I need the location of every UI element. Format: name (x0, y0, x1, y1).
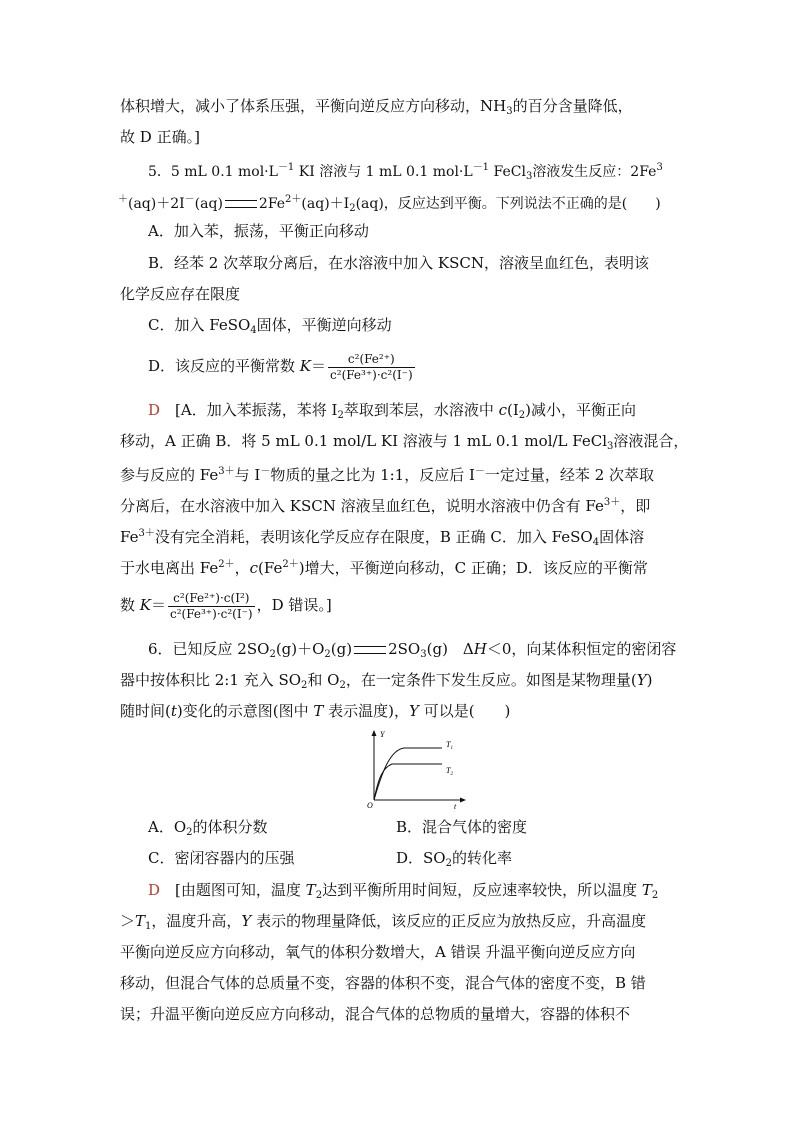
option-b (396, 817, 527, 837)
text: 参与反应的 Fe (120, 466, 219, 484)
text: 和 O (307, 671, 340, 689)
text: 溶液发生反应：2Fe (532, 164, 657, 180)
superscript: 3＋ (138, 528, 155, 539)
text: 可以是( ) (418, 702, 511, 720)
subscript: 3 (525, 171, 533, 182)
text: D．SO (396, 849, 446, 867)
text: ＝ (311, 357, 327, 375)
answer-line (120, 493, 650, 516)
text: 误；升温平衡向逆反应方向移动，混合气体的总物质的量增大，容器的体积不 (120, 1005, 631, 1023)
t2-subscript: 2 (450, 772, 453, 777)
y-axis-label: Y (380, 730, 385, 739)
superscript: 2＋ (282, 559, 299, 570)
text: Y (241, 912, 252, 930)
superscript: 3＋ (218, 466, 235, 477)
denominator: c²(Fe³⁺)·c²(I⁻) (170, 606, 253, 621)
text: A．O (148, 818, 187, 836)
text: (aq) (194, 196, 223, 212)
text: B．经苯 2 次萃取分离后，在水溶液中加入 KSCN，溶液呈血红色，表明该 (148, 254, 649, 272)
t2-letter: T (446, 766, 451, 775)
text: K (139, 596, 151, 614)
text: 移动，但混合气体的总质量不变，容器的体积不变，混合气体的密度不变，B 错 (120, 974, 646, 992)
option-c (148, 315, 392, 341)
text: FeCl (489, 164, 526, 180)
text: (aq)＋2I (128, 196, 185, 212)
superscript: 2＋ (218, 559, 235, 570)
text: 固体，平衡逆向移动 (256, 316, 392, 334)
text: 平衡向逆反应方向移动，氧气的体积分数增大，A 错误 升温平衡向逆反应方向 (120, 943, 636, 961)
answer-line (120, 462, 654, 485)
text: (Fe (258, 559, 283, 577)
y-vs-t-graph (362, 728, 472, 810)
fraction (328, 352, 415, 383)
question-6-stem (148, 639, 676, 665)
curve-t2 (374, 764, 442, 800)
question-5-equation (118, 190, 661, 219)
text: KI 溶液与 1 mL 0.1 mol·L (294, 164, 473, 180)
answer-line (120, 524, 644, 553)
text: ，温度升高， (151, 912, 242, 930)
text: T (641, 881, 652, 899)
x-axis-arrow-icon (460, 798, 466, 803)
text: ＞ (120, 912, 136, 930)
text: Fe (120, 528, 139, 546)
text: Y (409, 702, 419, 720)
text: )减小，平衡正向 (525, 401, 637, 419)
text: 物质的量之比为 1:1，反应后 I (270, 466, 475, 484)
text: )增大，平衡逆向移动，C 正确；D．该反应的平衡常 (298, 559, 648, 577)
option-a (148, 817, 268, 843)
answer-line (120, 942, 635, 962)
superscript: －1 (277, 162, 295, 173)
text: 没有完全消耗，表明该化学反应存在限度，B 正确 C．加入 FeSO (154, 528, 593, 546)
text: ＝ (151, 596, 167, 614)
text: 器中按体积比 2:1 充入 SO (120, 671, 302, 689)
question-5-stem (148, 158, 663, 187)
text: 2Fe (258, 196, 286, 212)
text: D．该反应的平衡常数 (148, 357, 300, 375)
answer-line (148, 400, 636, 426)
option-d (148, 345, 417, 387)
superscript: 3＋ (603, 497, 621, 508)
text: 溶液混合， (613, 432, 689, 450)
t1-letter: T (446, 740, 451, 749)
text: 固体溶 (599, 528, 645, 546)
text: 的体积分数 (192, 818, 268, 836)
superscript: － (184, 194, 195, 205)
subscript: 2 (445, 858, 452, 869)
text: C．密闭容器内的压强 (148, 849, 295, 867)
superscript: 2＋ (285, 194, 302, 205)
numerator: c²(Fe²⁺)·c(I²) (168, 591, 255, 607)
text: B．混合气体的密度 (396, 818, 528, 836)
subscript: 4 (250, 325, 257, 336)
subscript: 4 (592, 537, 600, 548)
answer-line (120, 555, 648, 578)
superscript: －1 (472, 162, 490, 173)
text: ，在一定条件下发生反应。如图是某物理量( (345, 671, 637, 689)
subscript: 2 (651, 890, 659, 901)
subscript: 2 (349, 203, 356, 214)
superscript: 3 (656, 162, 663, 173)
text: T (305, 881, 316, 899)
subscript: 2 (301, 680, 308, 691)
text: 随时间( (120, 702, 171, 720)
text: T (135, 912, 146, 930)
answer-line (120, 431, 688, 457)
text: 6．已知反应 2SO (148, 640, 270, 658)
answer-line (120, 584, 332, 626)
subscript: 2 (269, 649, 276, 660)
subscript: 2 (337, 410, 344, 421)
numerator: c²(Fe²⁺) (328, 352, 415, 368)
t1-subscript: 1 (450, 746, 453, 751)
text: 化学反应存在限度 (120, 285, 241, 303)
subscript: 2 (315, 890, 323, 901)
text: 故 D 正确。] (120, 128, 200, 146)
text: (g)＋O (275, 640, 325, 658)
text: T (313, 702, 324, 720)
text-line (120, 96, 633, 122)
equilibrium-arrow-icon (225, 200, 257, 208)
t1-label (446, 740, 453, 751)
subscript: 3 (607, 441, 614, 452)
answer-letter: D (148, 881, 161, 899)
text: C．加入 FeSO (148, 316, 251, 334)
fraction (168, 591, 255, 622)
text: 2SO (388, 640, 421, 658)
superscript: － (260, 466, 271, 477)
text: A．加入苯，振荡，平衡正向移动 (148, 222, 369, 240)
option-a (148, 221, 369, 241)
text: (I (507, 401, 519, 419)
text: 5．5 mL 0.1 mol·L (148, 164, 278, 180)
text: 于水电离出 Fe (120, 559, 219, 577)
text: [由题图可知，温度 (175, 881, 306, 899)
subscript: 3 (420, 649, 427, 660)
subscript: 2 (518, 410, 526, 421)
curve-t1 (374, 748, 442, 800)
superscript: ＋ (118, 194, 128, 205)
option-d (396, 848, 512, 874)
equilibrium-arrow-icon (354, 646, 386, 654)
text: 达到平衡所用时间短，反应速率较快，所以温度 (322, 881, 642, 899)
question-6-stem (120, 670, 652, 696)
subscript: 2 (324, 649, 331, 660)
text: 数 (120, 596, 140, 614)
text: H (473, 640, 487, 658)
subscript: 2 (186, 827, 193, 838)
answer-letter: D (148, 401, 161, 419)
text: ，D 错误。] (256, 596, 332, 614)
text: 的转化率 (451, 849, 512, 867)
text: c (249, 559, 259, 577)
text: 一定过量，经苯 2 次萃取 (484, 466, 655, 484)
subscript: 1 (145, 921, 152, 932)
text: )变化的示意图(图中 (176, 702, 314, 720)
text-line (120, 127, 200, 147)
text: 萃取到苯层，水溶液中 (343, 401, 499, 419)
text: ，即 (620, 497, 651, 515)
subscript: 3 (506, 106, 513, 117)
answer-line (120, 973, 646, 993)
text: 分离后，在水溶液中加入 KSCN 溶液呈血红色，说明水溶液中仍含有 Fe (120, 497, 604, 515)
text: ) (646, 671, 653, 689)
text: 体积增大，减小了体系压强，平衡向逆反应方向移动，NH (120, 97, 507, 115)
text: (g) (330, 640, 353, 658)
text: (g) Δ (426, 640, 474, 658)
text: c (498, 401, 507, 419)
text: 的百分含量降低， (512, 97, 633, 115)
x-axis-label: t (454, 802, 457, 810)
text: ， (234, 559, 250, 577)
option-c (148, 848, 294, 868)
origin-label: O (367, 801, 373, 810)
text: 表示温度)， (323, 702, 410, 720)
text: 移动，A 正确 B．将 5 mL 0.1 mol/L KI 溶液与 1 mL 0.1 mol/L FeCl (120, 432, 608, 450)
text: t (170, 702, 177, 720)
text: (aq)＋I (301, 196, 350, 212)
denominator: c²(Fe³⁺)·c²(I⁻) (330, 367, 413, 382)
answer-line (148, 880, 658, 906)
answer-line (120, 911, 646, 937)
text: Y (636, 671, 647, 689)
option-b (148, 253, 649, 273)
text: ＜0，向某体积恒定的密闭容 (486, 640, 677, 658)
t2-label (446, 766, 453, 777)
option-b-cont (120, 284, 240, 304)
answer-line (120, 1004, 630, 1024)
superscript: － (474, 466, 485, 477)
question-6-stem (120, 701, 510, 721)
text: 表示的物理量降低，该反应的正反应为放热反应，升高温度 (251, 912, 647, 930)
text: (aq)，反应达到平衡。下列说法不正确的是( ) (355, 196, 661, 212)
y-axis-arrow-icon (372, 730, 377, 736)
subscript: 2 (339, 680, 346, 691)
text: K (299, 357, 312, 375)
text: 与 I (234, 466, 261, 484)
text: [A．加入苯振荡，苯将 I (175, 401, 338, 419)
